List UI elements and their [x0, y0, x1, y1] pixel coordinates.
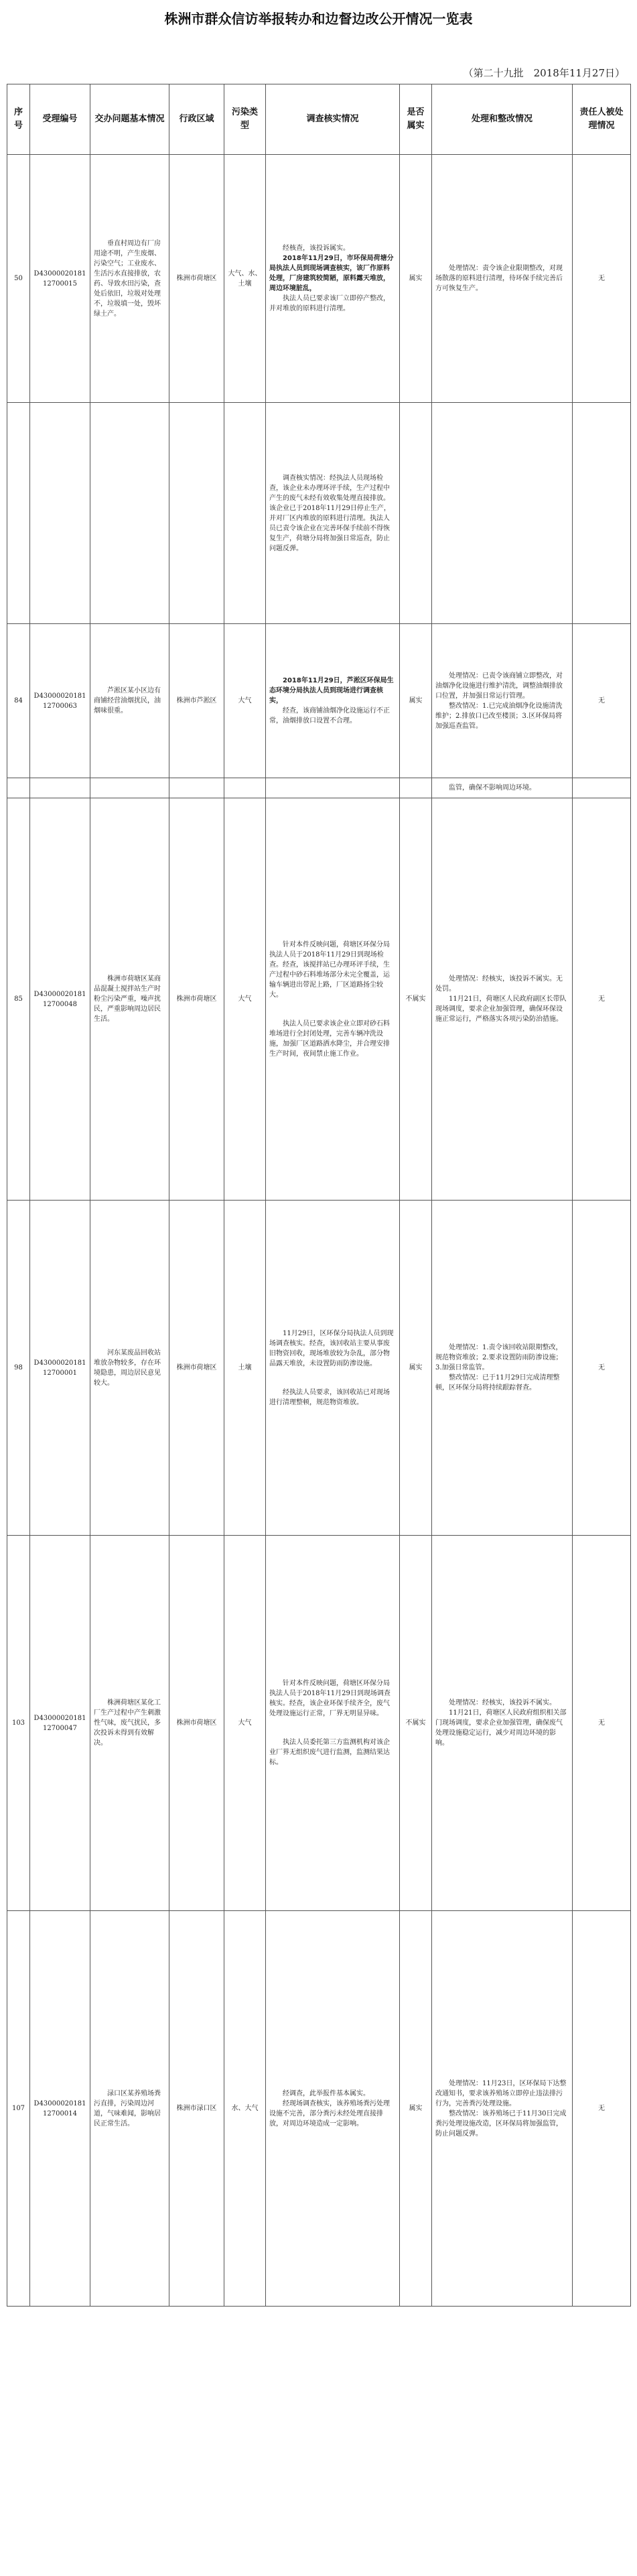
complaint-table	[7, 84, 631, 2307]
table-row	[7, 1911, 631, 2307]
row-handling: 处理情况：责令该企业限期整改，对现场散落的原料进行清理，待环保手续完善后方可恢复生产。	[432, 155, 573, 403]
row-id: D4300002018112700048	[30, 798, 90, 1201]
row-responsible: 无	[573, 155, 631, 403]
header-handling: 处理和整改情况	[432, 84, 573, 155]
row-handling	[432, 1201, 573, 1536]
row-verified: 不属实	[400, 798, 432, 1201]
row-no: 107	[7, 1911, 30, 2307]
row-responsible: 无	[573, 1536, 631, 1911]
row-no: 84	[7, 624, 30, 778]
row-responsible: 无	[573, 624, 631, 778]
handling-text: 处理情况：已责令该商铺立即整改，对油烟净化设施进行维护清洗，调整油烟排放口位置，并加强日常运行管理。	[435, 672, 563, 700]
table-row	[7, 1201, 631, 1536]
investigation-text: 2018年11月29日，芦淞区环保局生态环境分局执法人员到现场进行调查核实，	[269, 677, 394, 704]
row-responsible: 无	[573, 1201, 631, 1536]
header-id: 受理编号	[30, 84, 90, 155]
handling-text: 处理情况：1.责令该回收站限期整改，规范物资堆放；2.要求设置防雨防渗设施；3.加强日常监管。	[435, 1344, 563, 1371]
row-investigation	[266, 624, 400, 778]
page-subtitle: （第二十九批 2018年11月27日）	[463, 67, 625, 79]
row-issue: 株洲市荷塘区某商品混凝土搅拌站生产时粉尘污染严重，噪声扰民，严重影响周边居民生活。	[90, 798, 169, 1201]
row-investigation	[266, 1911, 400, 2307]
row-region: 株洲市渌口区	[169, 1911, 224, 2307]
row-investigation	[266, 155, 400, 403]
row-no: 98	[7, 1201, 30, 1536]
handling-text: 处理情况：11月23日，区环保局下达整改通知书，要求该养殖场立即停止违法排污行为，完善粪污处理设施。	[435, 2079, 567, 2107]
row-handling	[432, 1536, 573, 1911]
row-id: D4300002018112700063	[30, 624, 90, 778]
row-issue: 芦淞区某小区边有商铺经营油烟扰民，油烟味很重。	[90, 624, 169, 778]
header-responsible: 责任人被处理情况	[573, 84, 631, 155]
header-no: 序号	[7, 84, 30, 155]
investigation-text: 11月29日，区环保分局执法人员到现场调查核实。经查，该回收站主要从事废旧物资回收，现场堆放较为杂乱，部分物品露天堆放，未设置防雨防渗设施。	[269, 1329, 394, 1367]
table-row	[7, 798, 631, 1201]
row-id: D4300002018112700015	[30, 155, 90, 403]
header-row	[7, 84, 631, 155]
handling-text: 处理情况：经核实，该投诉不属实。无处罚。	[435, 975, 563, 993]
row-investigation	[266, 1201, 400, 1536]
row-issue: 株洲荷塘区某化工厂生产过程中产生刺激性气味，废气扰民，多次投诉未得到有效解决。	[90, 1536, 169, 1911]
handling-text: 监管，确保不影响周边环境。	[432, 778, 573, 798]
row-no: 85	[7, 798, 30, 1201]
row-investigation	[266, 798, 400, 1201]
row-no: 103	[7, 1536, 30, 1911]
row-handling	[432, 624, 573, 778]
row-issue: 渌口区某养殖场粪污直排，污染周边河道，气味难闻，影响居民正常生活。	[90, 1911, 169, 2307]
handling-text: 处理情况：经核实，该投诉不属实。	[449, 1699, 556, 1707]
investigation-text: 执法人员已要求该企业立即对砂石料堆场进行全封闭处理，完善车辆冲洗设施，加强厂区道路洒水降尘，并合理安排生产时间，夜间禁止施工作业。	[269, 1020, 390, 1058]
row-investigation	[266, 1536, 400, 1911]
row-verified: 属实	[400, 155, 432, 403]
row-pollution: 大气	[224, 624, 266, 778]
table-row	[7, 1536, 631, 1911]
investigation-text: 经执法人员要求，该回收站已对现场进行清理整顿，规范物资堆放。	[269, 1388, 390, 1406]
row-responsible: 无	[573, 798, 631, 1201]
row-issue: 河东某废品回收站堆放杂物较多，存在环境隐患，周边居民意见较大。	[90, 1201, 169, 1536]
header-pollution: 污染类型	[224, 84, 266, 155]
header-verified: 是否属实	[400, 84, 432, 155]
investigation-text: 2018年11月29日，市环保局荷塘分局执法人员到现场调查核实，该厂作原料处理，厂房建筑较简陋，原料露天堆放，周边环境脏乱，	[269, 255, 394, 292]
row-handling	[432, 798, 573, 1201]
investigation-text: 调查核实情况：经执法人员现场检查，该企业未办理环评手续，生产过程中产生的废气未经有效收集处理直接排放。该企业已于2018年11月29日停止生产，并对厂区内堆放的原料进行清理。执法人员已责令该企业在完善环保手续前不得恢复生产，荷塘分局将加强日常巡查，防止问题反弹。	[266, 403, 400, 624]
row-id: D4300002018112700014	[30, 1911, 90, 2307]
row-pollution: 水、大气	[224, 1911, 266, 2307]
row-issue: 垂直村周边有厂房用途不明，产生废烟、污染空气；工业废水、生活污水直接排放，农药、导致水田污染，查处后依旧，垃圾对处理不，垃圾填一处，毁坏绿土产。	[90, 155, 169, 403]
row-region: 株洲市荷塘区	[169, 155, 224, 403]
row-pollution: 土壤	[224, 1201, 266, 1536]
investigation-text: 执法人员委托第三方监测机构对该企业厂界无组织废气进行监测，监测结果达标。	[269, 1739, 390, 1766]
table-row	[7, 778, 631, 798]
investigation-text: 经查，该商铺油烟净化设施运行不正常，油烟排放口设置不合理。	[269, 707, 390, 725]
row-region: 株洲市芦淞区	[169, 624, 224, 778]
handling-text: 11月21日，荷塘区人民政府组织相关部门现场调度，要求企业加强管理，确保废气处理设施稳定运行，减少对周边环境的影响。	[435, 1709, 567, 1747]
row-id: D4300002018112700001	[30, 1201, 90, 1536]
row-verified: 不属实	[400, 1536, 432, 1911]
header-issue: 交办问题基本情况	[90, 84, 169, 155]
handling-text: 11月21日，荷塘区人民政府副区长带队现场调度，要求企业加强管理，确保环保设施正常运行，严格落实各项污染防治措施。	[435, 995, 567, 1023]
row-region: 株洲市荷塘区	[169, 798, 224, 1201]
header-investigation: 调查核实情况	[266, 84, 400, 155]
investigation-text: 经现场调查核实，该养殖场粪污处理设施不完善，部分粪污未经处理直接排放，对周边环境造成一定影响。	[269, 2099, 390, 2128]
investigation-text: 执法人员已要求该厂立即停产整改，并对堆放的原料进行清理。	[269, 295, 390, 312]
handling-text: 整改情况：该养殖场已于11月30日完成粪污处理设施改造，区环保局将加强监管，防止问题反弹。	[435, 2109, 567, 2138]
row-handling	[432, 1911, 573, 2307]
handling-text: 整改情况：已于11月29日完成清理整顿，区环保分局将持续跟踪督查。	[435, 1374, 560, 1392]
row-region: 株洲市荷塘区	[169, 1201, 224, 1536]
row-pollution: 大气、水、土壤	[224, 155, 266, 403]
table-row	[7, 403, 631, 624]
investigation-text: 针对本件反映问题，荷塘区环保分局执法人员于2018年11月29日到现场调查核实。经查，该企业环保手续齐全，废气处理设施运行正常，厂界无明显异味。	[269, 1680, 391, 1717]
row-verified: 属实	[400, 624, 432, 778]
page-title: 株洲市群众信访举报转办和边督边改公开情况一览表	[164, 11, 473, 27]
table-row	[7, 624, 631, 778]
row-id: D4300002018112700047	[30, 1536, 90, 1911]
header-region: 行政区域	[169, 84, 224, 155]
row-pollution: 大气	[224, 798, 266, 1201]
row-region: 株洲市荷塘区	[169, 1536, 224, 1911]
investigation-text: 经调查，此举报件基本属实。	[283, 2089, 370, 2097]
row-no: 50	[7, 155, 30, 403]
handling-text: 整改情况：1.已完成油烟净化设施清洗维护；2.排放口已改至楼顶；3.区环保局将加强巡查监管。	[435, 702, 563, 730]
investigation-text: 针对本件反映问题，荷塘区环保分局执法人员于2018年11月29日到现场检查。经查，该搅拌站已办理环评手续，生产过程中砂石料堆场部分未完全覆盖，运输车辆进出带泥上路，厂区道路扬尘较大。	[269, 940, 390, 999]
row-pollution: 大气	[224, 1536, 266, 1911]
row-verified: 属实	[400, 1201, 432, 1536]
investigation-text: 经核查，该投诉属实。	[283, 245, 350, 252]
row-verified: 属实	[400, 1911, 432, 2307]
row-responsible: 无	[573, 1911, 631, 2307]
table-row	[7, 155, 631, 403]
